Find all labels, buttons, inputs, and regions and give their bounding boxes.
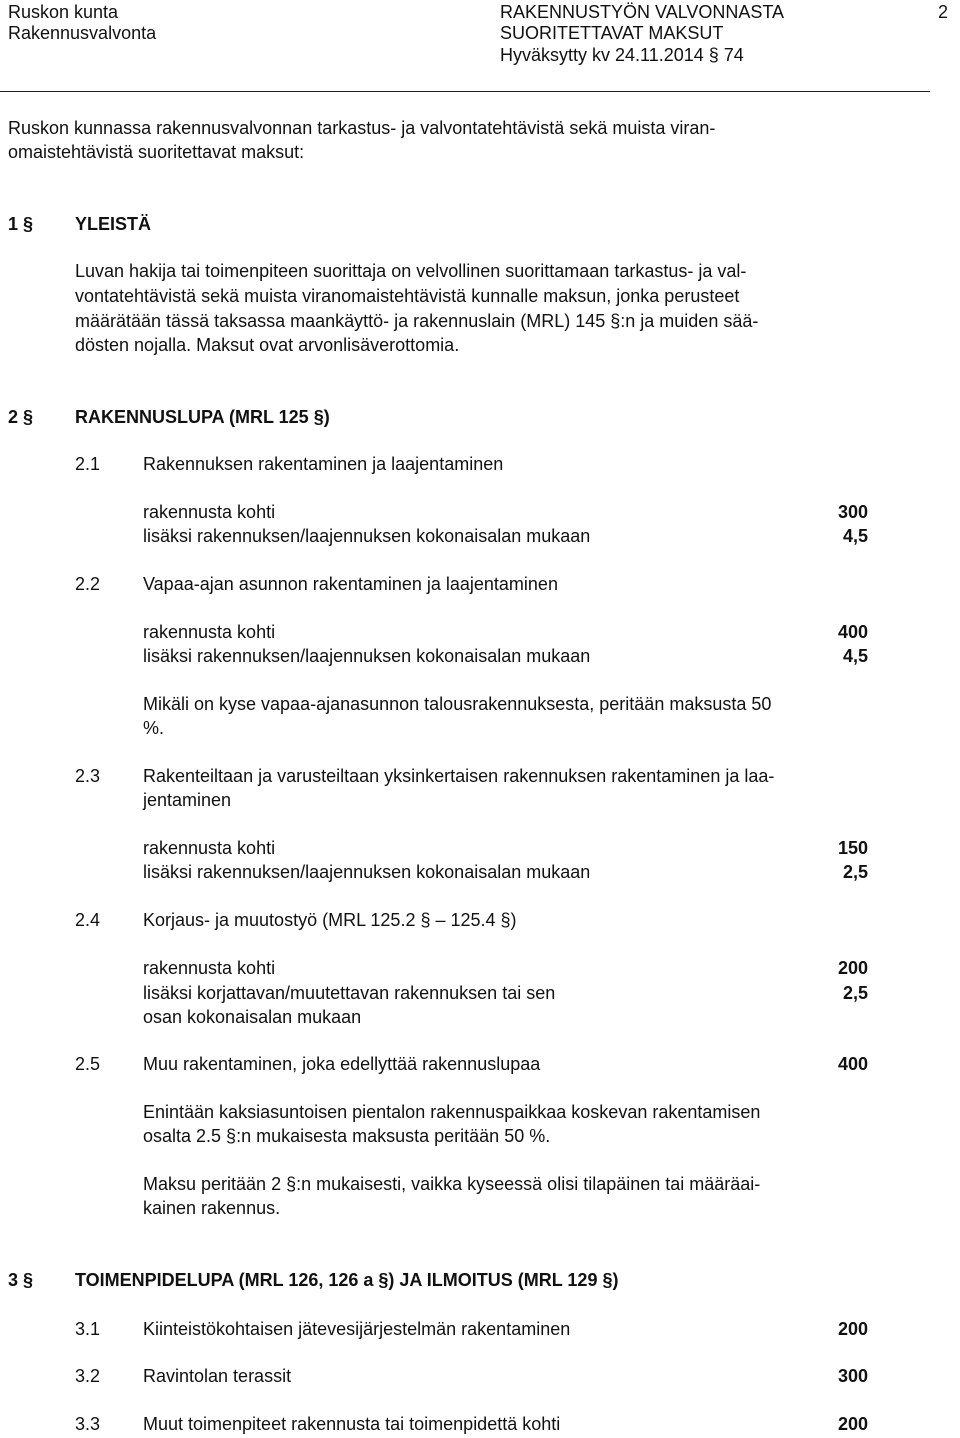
item-2-2-title: Vapaa-ajan asunnon rakentaminen ja laajentaminen (143, 574, 558, 594)
item-2-2-number: 2.2 (75, 574, 101, 594)
fee-label: osan kokonaisalan mukaan (143, 1007, 362, 1027)
item-2-2-note-line: Mikäli on kyse vapaa-ajanasunnon talousrakennuksesta, peritään maksusta 50 (143, 694, 772, 714)
item-2-5-number: 2.5 (75, 1054, 101, 1074)
item-2-1-title: Rakennuksen rakentaminen ja laajentaminen (143, 454, 504, 474)
fee-label: lisäksi rakennuksen/laajennuksen kokonaisalan mukaan (143, 646, 591, 666)
fee-value: 2,5 (842, 983, 868, 1003)
item-2-4-title: Korjaus- ja muutostyö (MRL 125.2 § – 125.4 §) (143, 910, 517, 930)
header-approval: Hyväksytty kv 24.11.2014 § 74 (500, 45, 744, 65)
fee-value: 200 (837, 958, 868, 978)
intro-line-1: Ruskon kunnassa rakennusvalvonnan tarkastus- ja valvontatehtävistä sekä muista viran- (8, 118, 716, 138)
fee-value: 200 (837, 1414, 868, 1434)
header-org-name: Ruskon kunta (8, 2, 119, 22)
fee-value: 150 (837, 838, 868, 858)
section-1-text-line: dösten nojalla. Maksut ovat arvonlisäverottomia. (75, 335, 460, 355)
item-2-5-note-line: osalta 2.5 §:n mukaisesta maksusta peritään 50 %. (143, 1126, 551, 1146)
fee-label: lisäksi rakennuksen/laajennuksen kokonaisalan mukaan (143, 862, 591, 882)
section-1-title: YLEISTÄ (75, 214, 152, 234)
item-2-5-note-line: Maksu peritään 2 §:n mukaisesti, vaikka kyseessä olisi tilapäinen tai määräai- (143, 1174, 761, 1194)
section-3-title: TOIMENPIDELUPA (MRL 126, 126 a §) JA ILMOITUS (MRL 129 §) (75, 1270, 619, 1290)
item-2-5-note-line: Enintään kaksiasuntoisen pientalon rakennuspaikkaa koskevan rakentamisen (143, 1102, 761, 1122)
fee-label: Ravintolan terassit (143, 1366, 292, 1386)
item-2-1-number: 2.1 (75, 454, 101, 474)
fee-label: lisäksi korjattavan/muutettavan rakennuksen tai sen (143, 983, 556, 1003)
item-2-3-title-line: jentaminen (143, 790, 232, 810)
fee-value: 4,5 (842, 646, 868, 666)
fee-label: Muut toimenpiteet rakennusta tai toimenpidettä kohti (143, 1414, 561, 1434)
fee-label: rakennusta kohti (143, 838, 276, 858)
page-number: 2 (938, 2, 949, 22)
item-3-1-number: 3.1 (75, 1319, 101, 1339)
header-department: Rakennusvalvonta (8, 23, 157, 43)
fee-value: 300 (837, 502, 868, 522)
fee-label: rakennusta kohti (143, 502, 276, 522)
fee-label: Kiinteistökohtaisen jätevesijärjestelmän rakentaminen (143, 1319, 571, 1339)
item-2-3-title-line: Rakenteiltaan ja varusteiltaan yksinkertaisen rakennuksen rakentaminen ja laa- (143, 766, 775, 786)
section-2-title: RAKENNUSLUPA (MRL 125 §) (75, 407, 330, 427)
item-2-3-number: 2.3 (75, 766, 101, 786)
item-3-2-number: 3.2 (75, 1366, 101, 1386)
fee-value: 200 (837, 1319, 868, 1339)
section-1-text-line: määrätään tässä taksassa maankäyttö- ja rakennuslain (MRL) 145 §:n ja muiden sää- (75, 311, 759, 331)
fee-label: rakennusta kohti (143, 622, 276, 642)
header-divider (0, 91, 930, 92)
section-3-number: 3 § (8, 1270, 34, 1290)
fee-value: 400 (837, 1054, 868, 1074)
section-1-number: 1 § (8, 214, 34, 234)
section-2-number: 2 § (8, 407, 34, 427)
fee-value: 400 (837, 622, 868, 642)
section-1-text-line: vontatehtävistä sekä muista viranomaistehtävistä kunnalle maksun, jonka perusteet (75, 286, 740, 306)
item-2-2-note-line: %. (143, 718, 165, 738)
header-doc-title-line1: RAKENNUSTYÖN VALVONNASTA (500, 2, 785, 22)
item-2-5-note-line: kainen rakennus. (143, 1198, 281, 1218)
fee-label: rakennusta kohti (143, 958, 276, 978)
item-2-4-number: 2.4 (75, 910, 101, 930)
section-1-text-line: Luvan hakija tai toimenpiteen suorittaja on velvollinen suorittamaan tarkastus- ja val- (75, 261, 747, 281)
fee-label: lisäksi rakennuksen/laajennuksen kokonaisalan mukaan (143, 526, 591, 546)
fee-value: 4,5 (842, 526, 868, 546)
item-3-3-number: 3.3 (75, 1414, 101, 1434)
header-doc-title-line2: SUORITETTAVAT MAKSUT (500, 23, 724, 43)
item-2-5-title: Muu rakentaminen, joka edellyttää rakennuslupaa (143, 1054, 541, 1074)
intro-line-2: omaistehtävistä suoritettavat maksut: (8, 142, 305, 162)
fee-value: 2,5 (842, 862, 868, 882)
fee-value: 300 (837, 1366, 868, 1386)
